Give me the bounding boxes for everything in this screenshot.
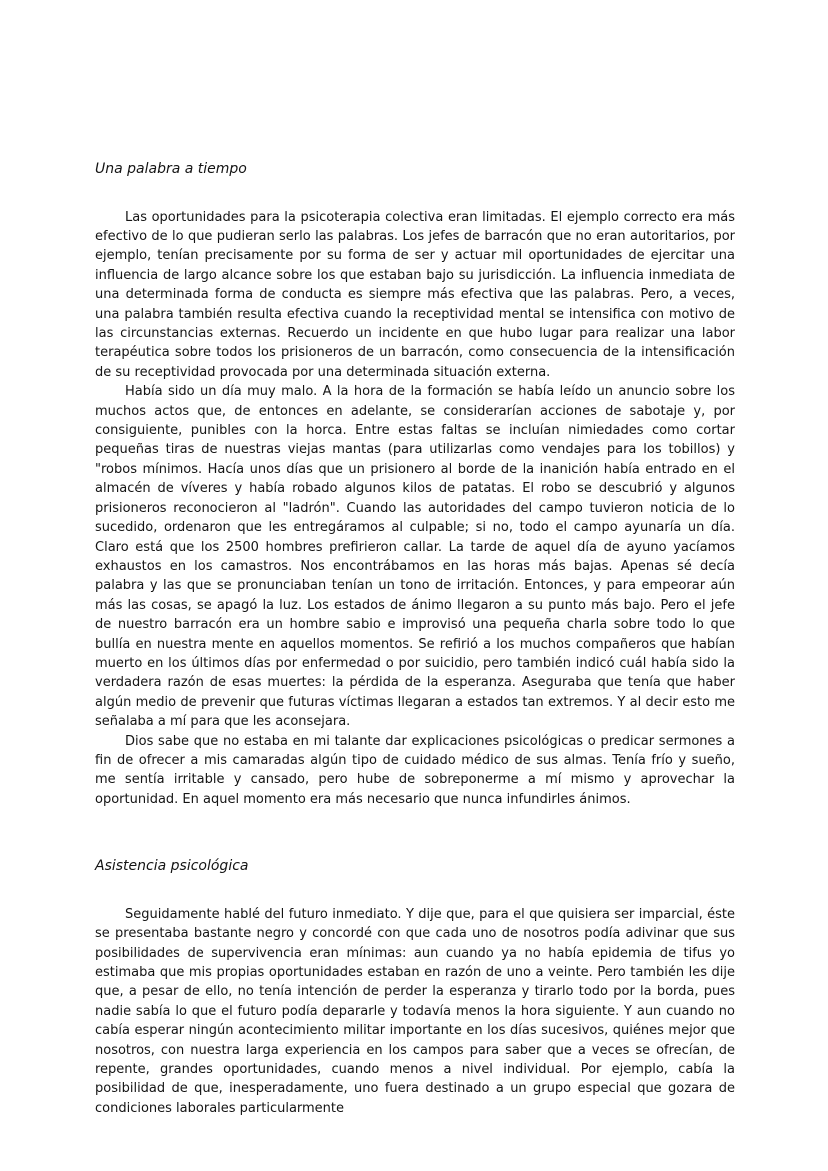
section-heading-una-palabra-a-tiempo: Una palabra a tiempo — [95, 161, 247, 177]
section-heading-asistencia-psicologica: Asistencia psicológica — [95, 858, 249, 875]
paragraph: Había sido un día muy malo. A la hora de la formación se había leído un anuncio sobre los muchos actos que, de entonces en adelante, se considerarían acciones de sabotaje y, por consiguiente, punibles con la horca. Entre estas faltas se incluían nimiedades como cortar pequeñas tiras de nuestras viejas mantas (para utilizarlas como vendajes para los tobillos) y "robos mínimos. Hacía unos días que un prisionero al borde de la inanición había entrado en el almacén de víveres y había robado algunos kilos de patatas. El robo se descubrió y algunos prisioneros reconocieron al "ladrón". Cuando las autoridades del campo tuvieron noticia de lo sucedido, ordenaron que les entregáramos al culpable; si no, todo el campo ayunaría un día. Claro está que los 2500 hombres prefirieron callar. La tarde de aquel día de ayuno yacíamos exhaustos en los camastros. Nos encontrábamos en las horas más bajas. Apenas sé decía palabra y las que se pronunciaban tenían un tono de irritación. Entonces, y para empeorar aún más las cosas, se apagó la luz. Los estados de ánimo llegaron a su punto más bajo. Pero el jefe de nuestro barracón era un hombre sabio e improvisó una pequeña charla sobre todo lo que bullía en nuestra mente en aquellos momentos. Se refirió a los muchos compañeros que habían muerto en los últimos días por enfermedad o por suicidio, pero también indicó cuál había sido la verdadera razón de esas muertes: la pérdida de la esperanza. Aseguraba que tenía que haber algún medio de prevenir que futuras víctimas llegaran a estados tan extremos. Y al decir esto me señalaba a mí para que les aconsejara. — [95, 384, 735, 730]
paragraph: Seguidamente hablé del futuro inmediato. Y dije que, para el que quisiera ser imparcial, éste se presentaba bastante negro y concordé con que cada uno de nosotros podía adivinar que sus posibilidades de supervivencia eran mínimas: aun cuando ya no había epidemia de tifus yo estimaba que mis propias oportunidades estaban en razón de uno a veinte. Pero también les dije que, a pesar de ello, no tenía intención de perder la esperanza y tirarlo todo por la borda, pues nadie sabía lo que el futuro podía depararle y todavía menos la hora siguiente. Y aun cuando no cabía esperar ningún acontecimiento militar importante en los días sucesivos, quiénes mejor que nosotros, con nuestra larga experiencia en los campos para saber que a veces se ofrecían, de repente, grandes oportunidades, cuando menos a nivel individual. Por ejemplo, cabía la posibilidad de que, inesperadamente, uno fuera destinado a un grupo especial que gozara de condiciones laborales particularmente — [95, 906, 735, 1116]
paragraph: Dios sabe que no estaba en mi talante dar explicaciones psicológicas o predicar sermones a fin de ofrecer a mis camaradas algún tipo de cuidado médico de sus almas. Tenía frío y sueño, me sentía irritable y cansado, pero hube de sobreponerme a mí mismo y aprovechar la oportunidad. En aquel momento era más necesario que nunca infundirles ánimos. — [95, 733, 735, 807]
paragraph: Las oportunidades para la psicoterapia colectiva eran limitadas. El ejemplo correcto era más efectivo de lo que pudieran serlo las palabras. Los jefes de barracón que no eran autoritarios, por ejemplo, tenían precisamente por su forma de ser y actuar mil oportunidades de ejercitar una influencia de largo alcance sobre los que estaban bajo su jurisdicción. La influencia inmediata de una determinada forma de conducta es siempre más efectiva que las palabras. Pero, a veces, una palabra también resulta efectiva cuando la receptividad mental se intensifica con motivo de las circunstancias externas. Recuerdo un incidente en que hubo lugar para realizar una labor terapéutica sobre todos los prisioneros de un barracón, como consecuencia de la intensificación de su receptividad provocada por una determinada situación externa. — [95, 209, 735, 380]
